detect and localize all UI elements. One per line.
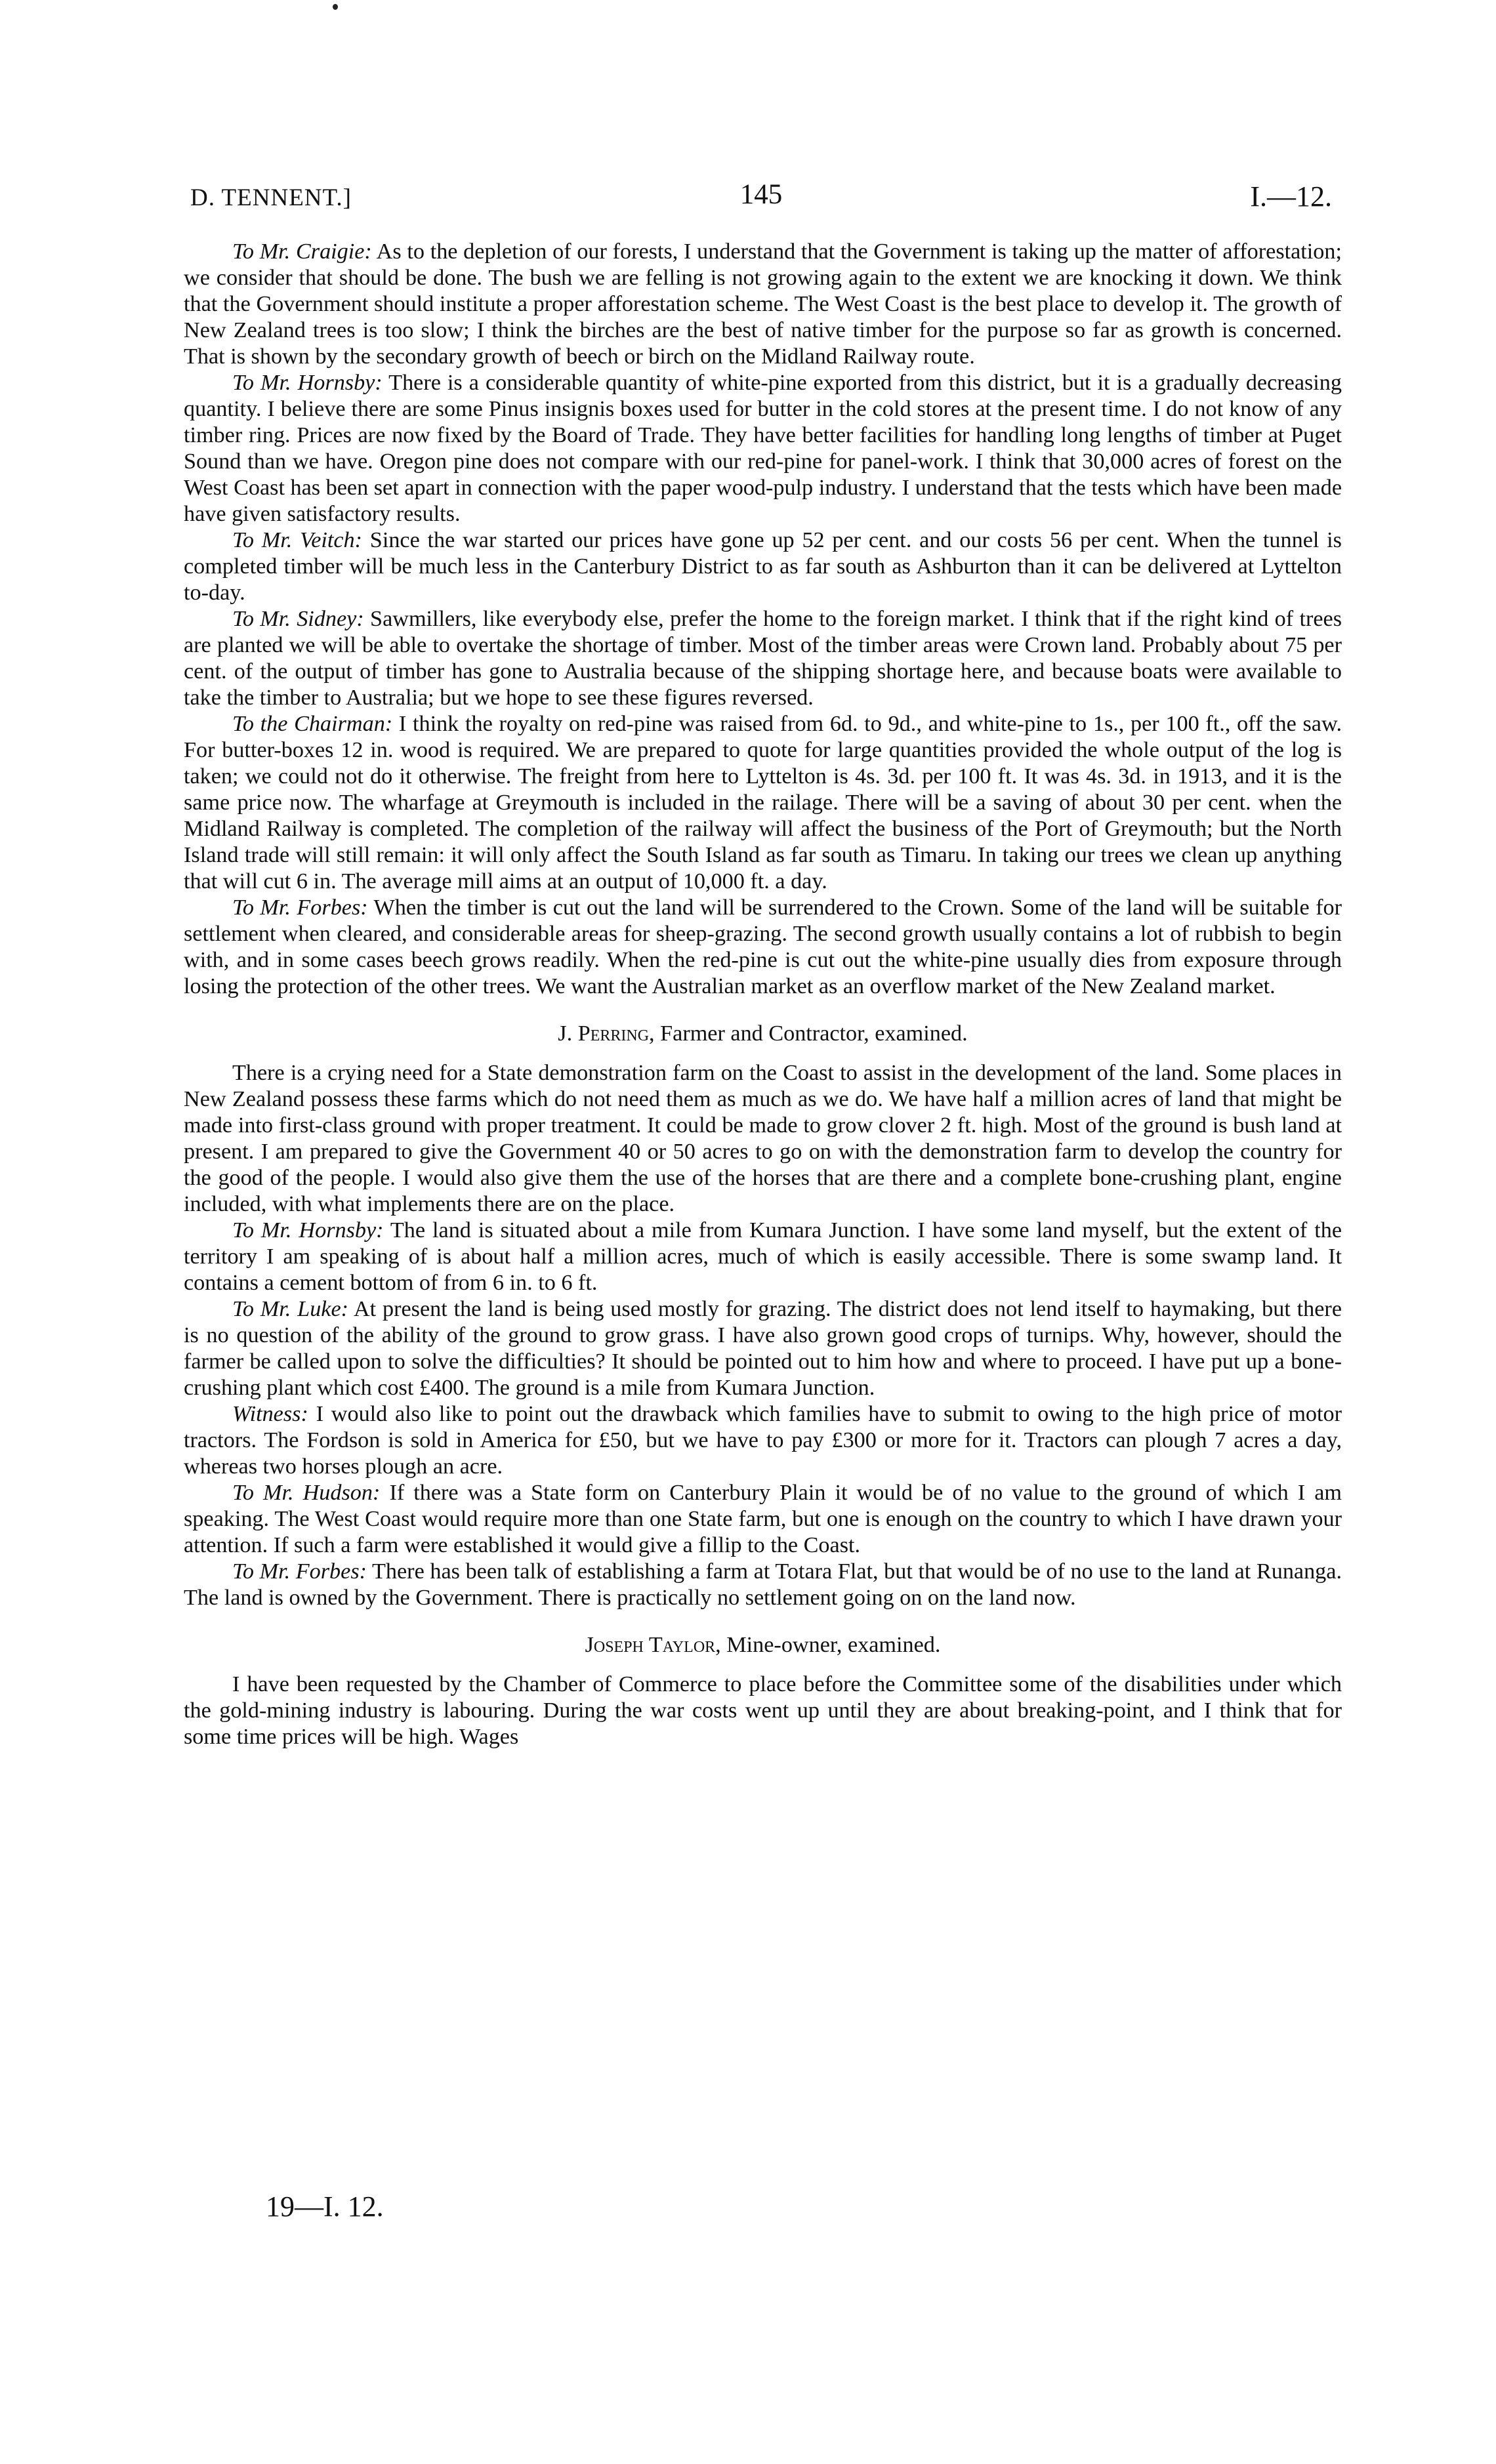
paragraph xyxy=(184,1672,1342,1750)
questioner-label: To Mr. Hudson: xyxy=(232,1481,381,1505)
questioner-label: To Mr. Hornsby: xyxy=(232,371,383,395)
paragraph xyxy=(184,606,1342,711)
paragraph xyxy=(184,239,1342,370)
paragraph-text: If there was a State form on Canterbury Plain it would be of no value to the ground of which I am speaking. The West Coast would require more than one State farm, but one is enough on the country to which I have drawn your attention. If such a farm were established it would give a fillip to the Coast. xyxy=(184,1481,1342,1557)
page-header xyxy=(190,178,1332,218)
signature-mark: 19—I. 12. xyxy=(266,2190,384,2223)
paragraph xyxy=(184,1060,1342,1218)
paragraph xyxy=(184,370,1342,527)
page-number: 145 xyxy=(739,179,783,210)
paragraph xyxy=(184,1559,1342,1611)
paragraph-text: Sawmillers, like everybody else, prefer the home to the foreign market. I think that if the right kind of trees are planted we will be able to overtake the shortage of timber. Most of the timber areas were Crown land. Probably about 75 per cent. of the output of timber has gone to Australia because of the shipping shortage here, and because boats were available to take the timber to Australia; but we hope to see these figures reversed. xyxy=(184,607,1342,710)
paragraph xyxy=(184,1218,1342,1296)
questioner-label: To Mr. Hornsby: xyxy=(232,1218,384,1242)
paragraph-text: I think the royalty on red-pine was raised from 6d. to 9d., and white-pine to 1s., per 100 ft., off the saw. For butter-boxes 12 in. wood is required. We are prepared to quote for large quantities provided the whole output of the log is taken; we could not do it otherwise. The freight from here to Lyttelton is 4s. 3d. per 100 ft. It was 4s. 3d. in 1913, and it is the same price now. The wharfage at Greymouth is included in the railage. There will be a saving of about 30 per cent. when the Midland Railway is completed. The completion of the railway will affect the business of the Port of Greymouth; but the North Island trade will still remain: it will only affect the South Island as far south as Timaru. In taking our trees we clean up anything that will cut 6 in. The average mill aims at an output of 10,000 ft. a day. xyxy=(184,712,1342,893)
paragraph-text: The land is situated about a mile from Kumara Junction. I have some land myself, but the extent of the territory I am speaking of is about half a million acres, much of which is easily accessible. There is some swamp land. It contains a cement bottom of from 6 in. to 6 ft. xyxy=(184,1218,1342,1295)
paragraph xyxy=(184,711,1342,895)
paragraph xyxy=(184,1401,1342,1480)
paragraph-text: I would also like to point out the drawback which families have to submit to owing to the high price of motor tractors. The Fordson is sold in America for £50, but we have to pay £300 or more for it. Tractors can plough 7 acres a day, whereas two horses plough an acre. xyxy=(184,1402,1342,1479)
questioner-label: To Mr. Sidney: xyxy=(232,607,364,631)
paragraph xyxy=(184,527,1342,606)
witness-name: Joseph Taylor xyxy=(585,1633,716,1657)
header-witness-name: D. TENNENT.] xyxy=(190,184,352,211)
witness-name: J. Perring xyxy=(558,1021,650,1046)
paragraph-text: At present the land is being used mostly for grazing. The district does not lend itself to haymaking, but there is no question of the ability of the ground to grow grass. I have also grown good crops of turnips. Why, however, should the farmer be called upon to solve the difficulties? It should be pointed out to him how and where to proceed. I have put up a bone-crushing plant which cost £400. The ground is a mile from Kumara Junction. xyxy=(184,1297,1342,1400)
paragraph-text: As to the depletion of our forests, I understand that the Government is taking up the matter of afforestation; we consider that should be done. The bush we are felling is not growing again to the extent we are knocking it down. We think that the Government should institute a proper afforestation scheme. The West Coast is the best place to develop it. The growth of New Zealand trees is too slow; I think the birches are the best of native timber for the purpose so far as growth is concerned. That is shown by the secondary growth of beech or birch on the Midland Railway route. xyxy=(184,239,1342,369)
witness-heading xyxy=(184,1021,1342,1047)
questioner-label: To Mr. Veitch: xyxy=(232,528,363,552)
questioner-label: To Mr. Forbes: xyxy=(232,895,368,920)
paragraph xyxy=(184,1296,1342,1401)
paragraph xyxy=(184,895,1342,1000)
paragraph-text: When the timber is cut out the land will be surrendered to the Crown. Some of the land will be suitable for settlement when cleared, and considerable areas for sheep-grazing. The second growth usually contains a lot of rubbish to begin with, and in some cases beech grows readily. When the red-pine is cut out the white-pine usually dies from exposure through losing the protection of the other trees. We want the Australian market as an overflow market of the New Zealand market. xyxy=(184,895,1342,998)
document-body xyxy=(184,239,1342,1750)
questioner-label: Witness: xyxy=(232,1402,308,1426)
questioner-label: To the Chairman: xyxy=(232,712,393,736)
paragraph-text: There is a crying need for a State demonstration farm on the Coast to assist in the development of the land. Some places in New Zealand possess these farms which do not need them as much as we do. We have half a million acres of land that might be made into first-class ground with proper treatment. It could be made to grow clover 2 ft. high. Most of the ground is bush land at present. I am prepared to give the Government 40 or 50 acres to go on with the demonstration farm to develop the country for the good of the people. I would also give them the use of the horses that are there and a complete bone-crushing plant, engine included, with what implements there are on the place. xyxy=(184,1061,1342,1216)
ink-speck xyxy=(333,4,338,10)
paragraph-text: I have been requested by the Chamber of Commerce to place before the Committee some of the disabilities under which the gold-mining industry is labouring. During the war costs went up until they are about breaking-point, and I think that for some time prices will be high. Wages xyxy=(184,1672,1342,1749)
witness-role: , Mine-owner, examined. xyxy=(715,1633,941,1657)
questioner-label: To Mr. Luke: xyxy=(232,1297,349,1321)
witness-heading xyxy=(184,1632,1342,1658)
witness-role: , Farmer and Contractor, examined. xyxy=(649,1021,968,1046)
paragraph-text: Since the war started our prices have gone up 52 per cent. and our costs 56 per cent. When the tunnel is completed timber will be much less in the Canterbury District to as far south as Ashburton than it can be delivered at Lyttelton to-day. xyxy=(184,528,1342,605)
paragraph-text: There has been talk of establishing a farm at Totara Flat, but that would be of no use to the land at Runanga. The land is owned by the Government. There is practically no settlement going on on the land now. xyxy=(184,1559,1342,1610)
paper-reference: I.—12. xyxy=(1250,180,1332,213)
questioner-label: To Mr. Forbes: xyxy=(232,1559,367,1584)
questioner-label: To Mr. Craigie: xyxy=(232,239,372,264)
paragraph xyxy=(184,1480,1342,1559)
paragraph-text: There is a considerable quantity of white-pine exported from this district, but it is a gradually decreasing quantity. I believe there are some Pinus insignis boxes used for butter in the cold stores at the present time. I do not know of any timber ring. Prices are now fixed by the Board of Trade. They have better facilities for handling long lengths of timber at Puget Sound than we have. Oregon pine does not compare with our red-pine for panel-work. I think that 30,000 acres of forest on the West Coast has been set apart in connection with the paper wood-pulp industry. I understand that the tests which have been made have given satisfactory results. xyxy=(184,371,1342,526)
